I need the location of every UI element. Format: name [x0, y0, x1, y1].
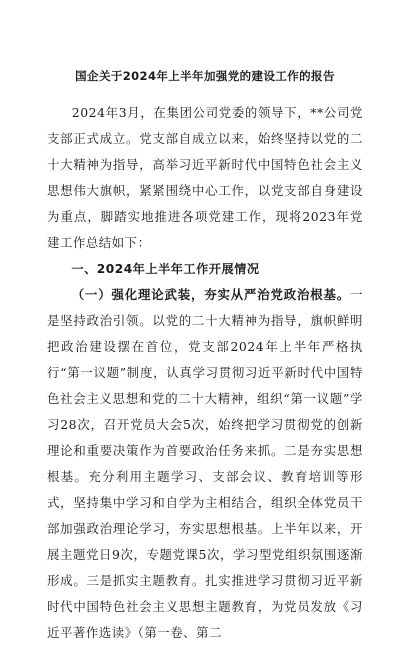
subsection-body: 一是坚持政治引领。以党的二十大精神为指导，旗帜鲜明把政治建设摆在首位，党支部2024年上半年严格执行“第一议题”制度，认真学习贯彻习近平新时代中国特色社会主义思想和党的二十大精神，组织“第一议题”学习28次，召开党员大会5次，始终把学习贯彻党的创新理论和重要决策作为首要政治任务来抓。二是夯实思想根基。充分利用主题学习、支部会议、教育培训等形式，坚持集中学习和自学为主相结合，组织全体党员干部加强政治理论学习，夯实思想根基。上半年以来，开展主题党日9次，专题党课5次，学习型党组织氛围逐渐形成。三是抓实主题教育。扎实推进学习贯彻习近平新时代中国特色社会主义思想主题教育，为党员发放《习近平著作选读》（第一卷、第二: [47, 287, 363, 640]
subsection-paragraph: [47, 282, 363, 646]
section-heading: 一、2024年上半年工作开展情况: [71, 262, 260, 276]
intro-paragraph: 2024年3月，在集团公司党委的领导下，**公司党支部正式成立。党支部自成立以来，始终坚持以党的二十大精神为指导，高举习近平新时代中国特色社会主义思想伟大旗帜，紧紧围绕中心工作，以党支部自身建设为重点，脚踏实地推进各项党建工作，现将2023年党建工作总结如下：: [47, 105, 363, 250]
subsection-lead: （一）强化理论武装，夯实从严治党政治根基。: [71, 287, 351, 302]
document-title: 国企关于2024年上半年加强党的建设工作的报告: [75, 69, 335, 83]
